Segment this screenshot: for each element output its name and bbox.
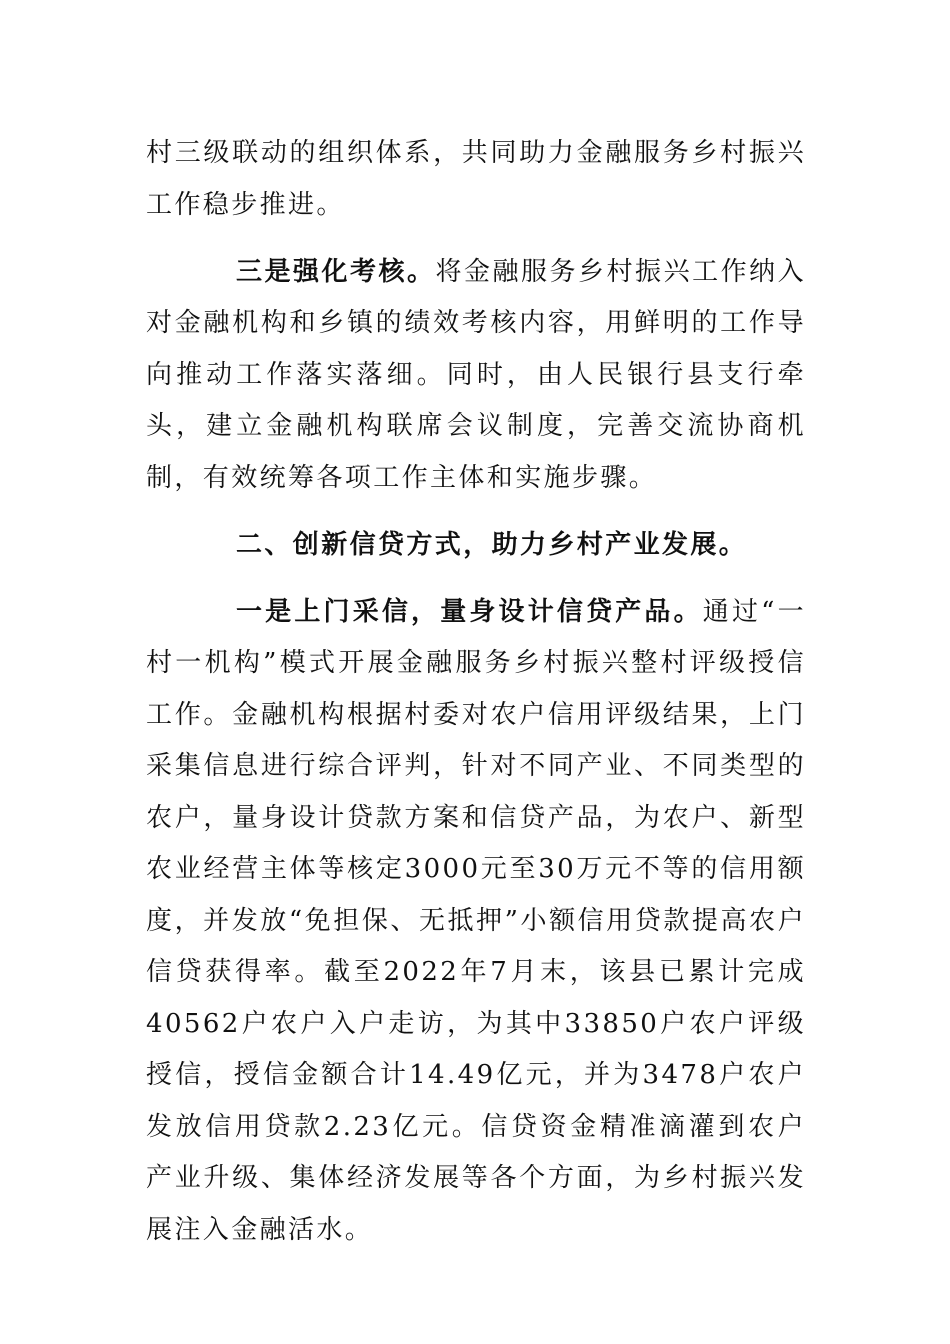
section-heading-text: 二、创新信贷方式，助力乡村产业发展。 (236, 529, 748, 560)
paragraph-lead: 三是强化考核。 (236, 256, 436, 287)
paragraph-text: 通过“一村一机构”模式开展金融服务乡村振兴整村评级授信工作。金融机构根据村委对农户信用评级结果，上门采集信息进行综合评判，针对不同产业、不同类型的农户，量身设计贷款方案和信贷产品，为农户、新型农业经营主体等核定3000元至30万元不等的信用额度，并发放“免担保、无抵押”小额信用贷款提高农户信贷获得率。截至2022年7月末，该县已累计完成40562户农户入户走访，为其中33850户农户评级授信，授信金额合计14.49亿元，并为3478户农户发放信用贷款2.23亿元。信贷资金精准滴灌到农户产业升级、集体经济发展等各个方面，为乡村振兴发展注入金融活水。 (146, 596, 806, 1245)
paragraph-strengthen-assessment (146, 247, 806, 505)
paragraph-text: 村三级联动的组织体系，共同助力金融服务乡村振兴工作稳步推进。 (146, 138, 806, 220)
paragraph-door-to-door-credit (146, 587, 806, 1257)
section-heading (146, 520, 806, 572)
document-body (146, 128, 806, 1256)
paragraph-continuation (146, 128, 806, 231)
paragraph-text: 将金融服务乡村振兴工作纳入对金融机构和乡镇的绩效考核内容，用鲜明的工作导向推动工作落实落细。同时，由人民银行县支行牵头，建立金融机构联席会议制度，完善交流协商机制，有效统筹各项工作主体和实施步骤。 (146, 256, 806, 493)
paragraph-lead: 一是上门采信，量身设计信贷产品。 (236, 596, 703, 627)
